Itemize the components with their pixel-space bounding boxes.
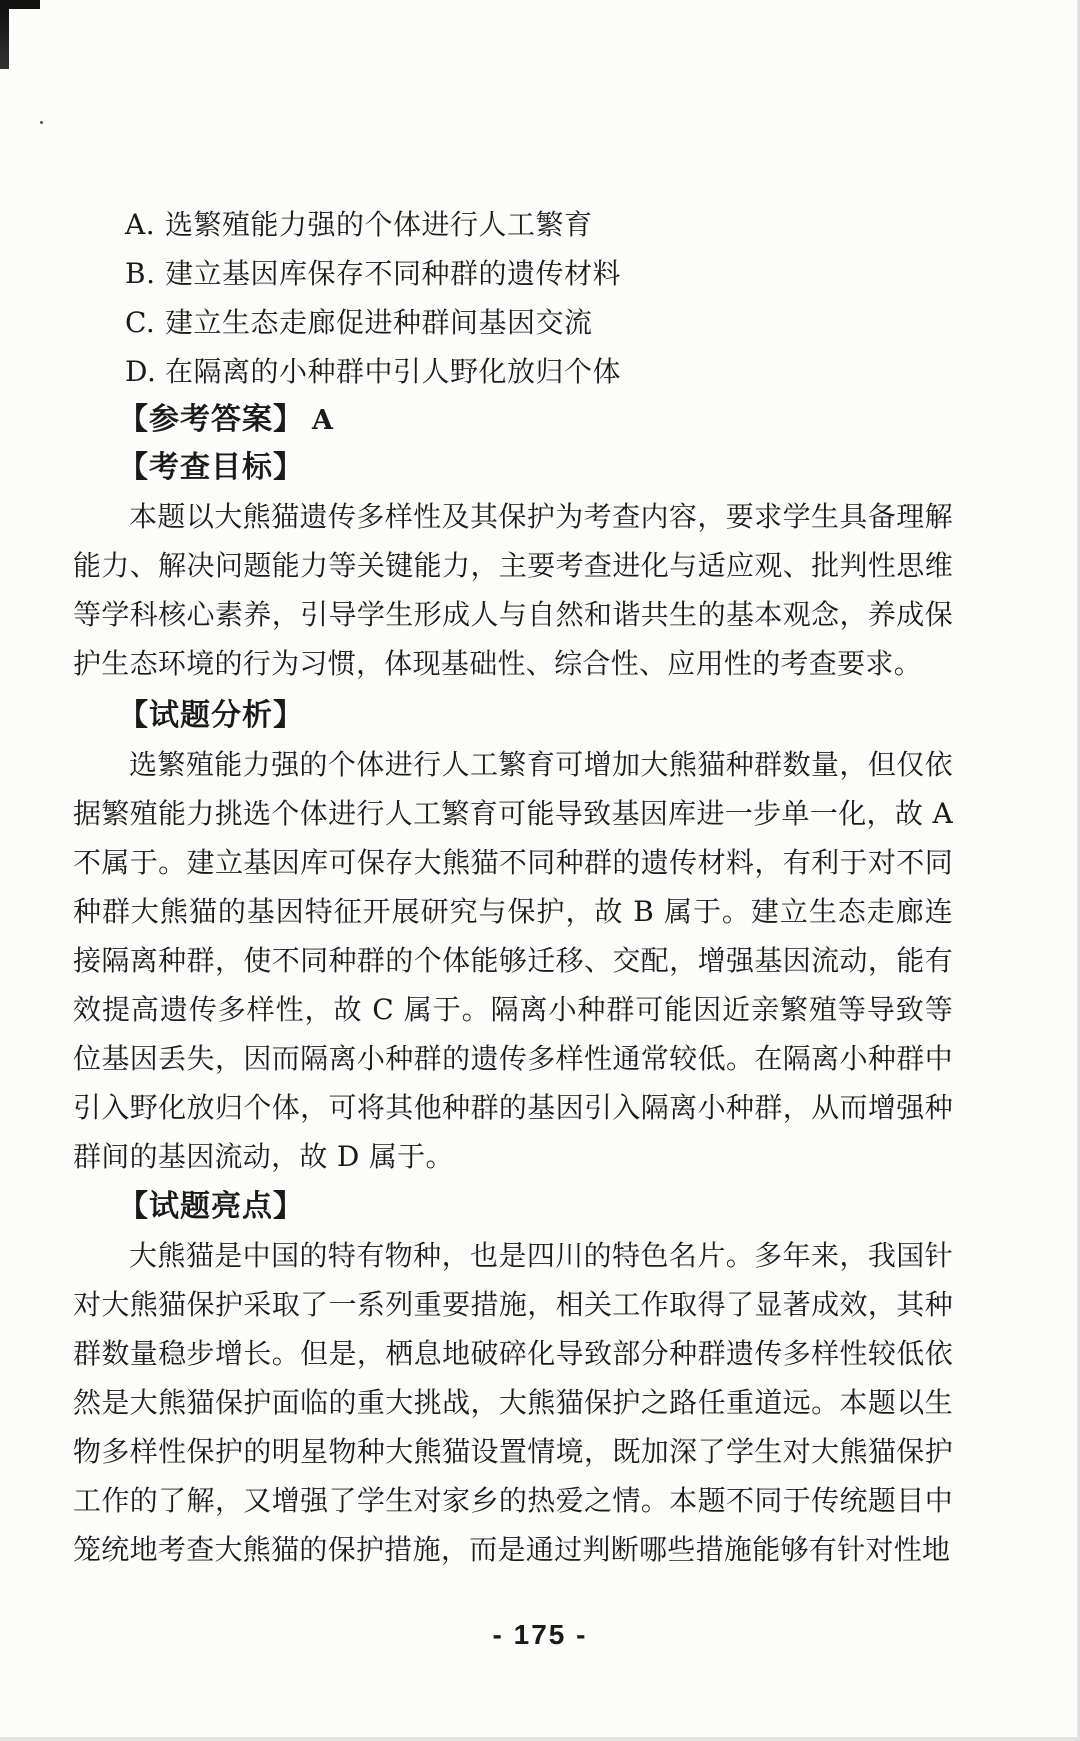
objective-paragraph: 本题以大熊猫遗传多样性及其保护为考查内容，要求学生具备理解能力、解决问题能力等关键能力，主要考查进化与适应观、批判性思维等学科核心素养，引导学生形成人与自然和谐共生的基本观念，养成保护生态环境的行为习惯，体现基础性、综合性、应用性的考查要求。 [73,500,953,680]
option-d [125,347,953,396]
option-text: 在隔离的小种群中引人野化放归个体 [165,355,622,388]
option-c [125,298,953,347]
analysis-heading: 【试题分析】 [118,698,304,733]
option-text: 建立生态走廊促进种群间基因交流 [165,306,593,339]
page-number: - 175 - [492,1619,588,1650]
option-text: 建立基因库保存不同种群的遗传材料 [165,257,622,290]
answer-heading [73,396,953,444]
answer-options [73,200,953,396]
analysis-paragraph: 选繁殖能力强的个体进行人工繁育可增加大熊猫种群数量，但仅依据繁殖能力挑选个体进行人工繁育可能导致基因库进一步单一化，故 A 不属于。建立基因库可保存大熊猫不同种群的遗传材料，有利于对不同种群大熊猫的基因特征开展研究与保护，故 B 属于。建立生态走廊连接隔离种群，使不同种群的个体能够迁移、交配，增强基因流动，能有效提高遗传多样性，故 C 属于。隔离小种群可能因近亲繁殖等导致等位基因丢失，因而隔离小种群的遗传多样性通常较低。在隔离小种群中引入野化放归个体，可将其他种群的基因引入隔离小种群，从而增强种群间的基因流动，故 D 属于。 [73,748,953,1173]
option-key: C. [125,306,156,339]
page-content [73,200,953,1574]
highlights-paragraph: 大熊猫是中国的特有物种，也是四川的特色名片。多年来，我国针对大熊猫保护采取了一系列重要措施，相关工作取得了显著成效，其种群数量稳步增长。但是，栖息地破碎化导致部分种群遗传多样性较低依然是大熊猫保护面临的重大挑战，大熊猫保护之路任重道远。本题以生物多样性保护的明星物种大熊猫设置情境，既加深了学生对大熊猫保护工作的了解，又增强了学生对家乡的热爱之情。本题不同于传统题目中笼统地考查大熊猫的保护措施，而是通过判断哪些措施能够有针对性地 [73,1239,953,1566]
objective-heading: 【考查目标】 [118,450,304,485]
option-text: 选繁殖能力强的个体进行人工繁育 [165,208,593,241]
answer-heading-label: 【参考答案】 [118,402,304,437]
answer-value: A [312,405,334,436]
option-key: A. [125,208,156,241]
scan-dust-dot [40,121,43,124]
option-key: B. [125,257,156,290]
option-key: D. [125,355,157,388]
page-bottom-edge [0,1737,1080,1741]
scan-corner-mark [0,0,40,60]
highlights-heading: 【试题亮点】 [118,1189,304,1224]
option-a [125,200,953,249]
option-b [125,249,953,298]
